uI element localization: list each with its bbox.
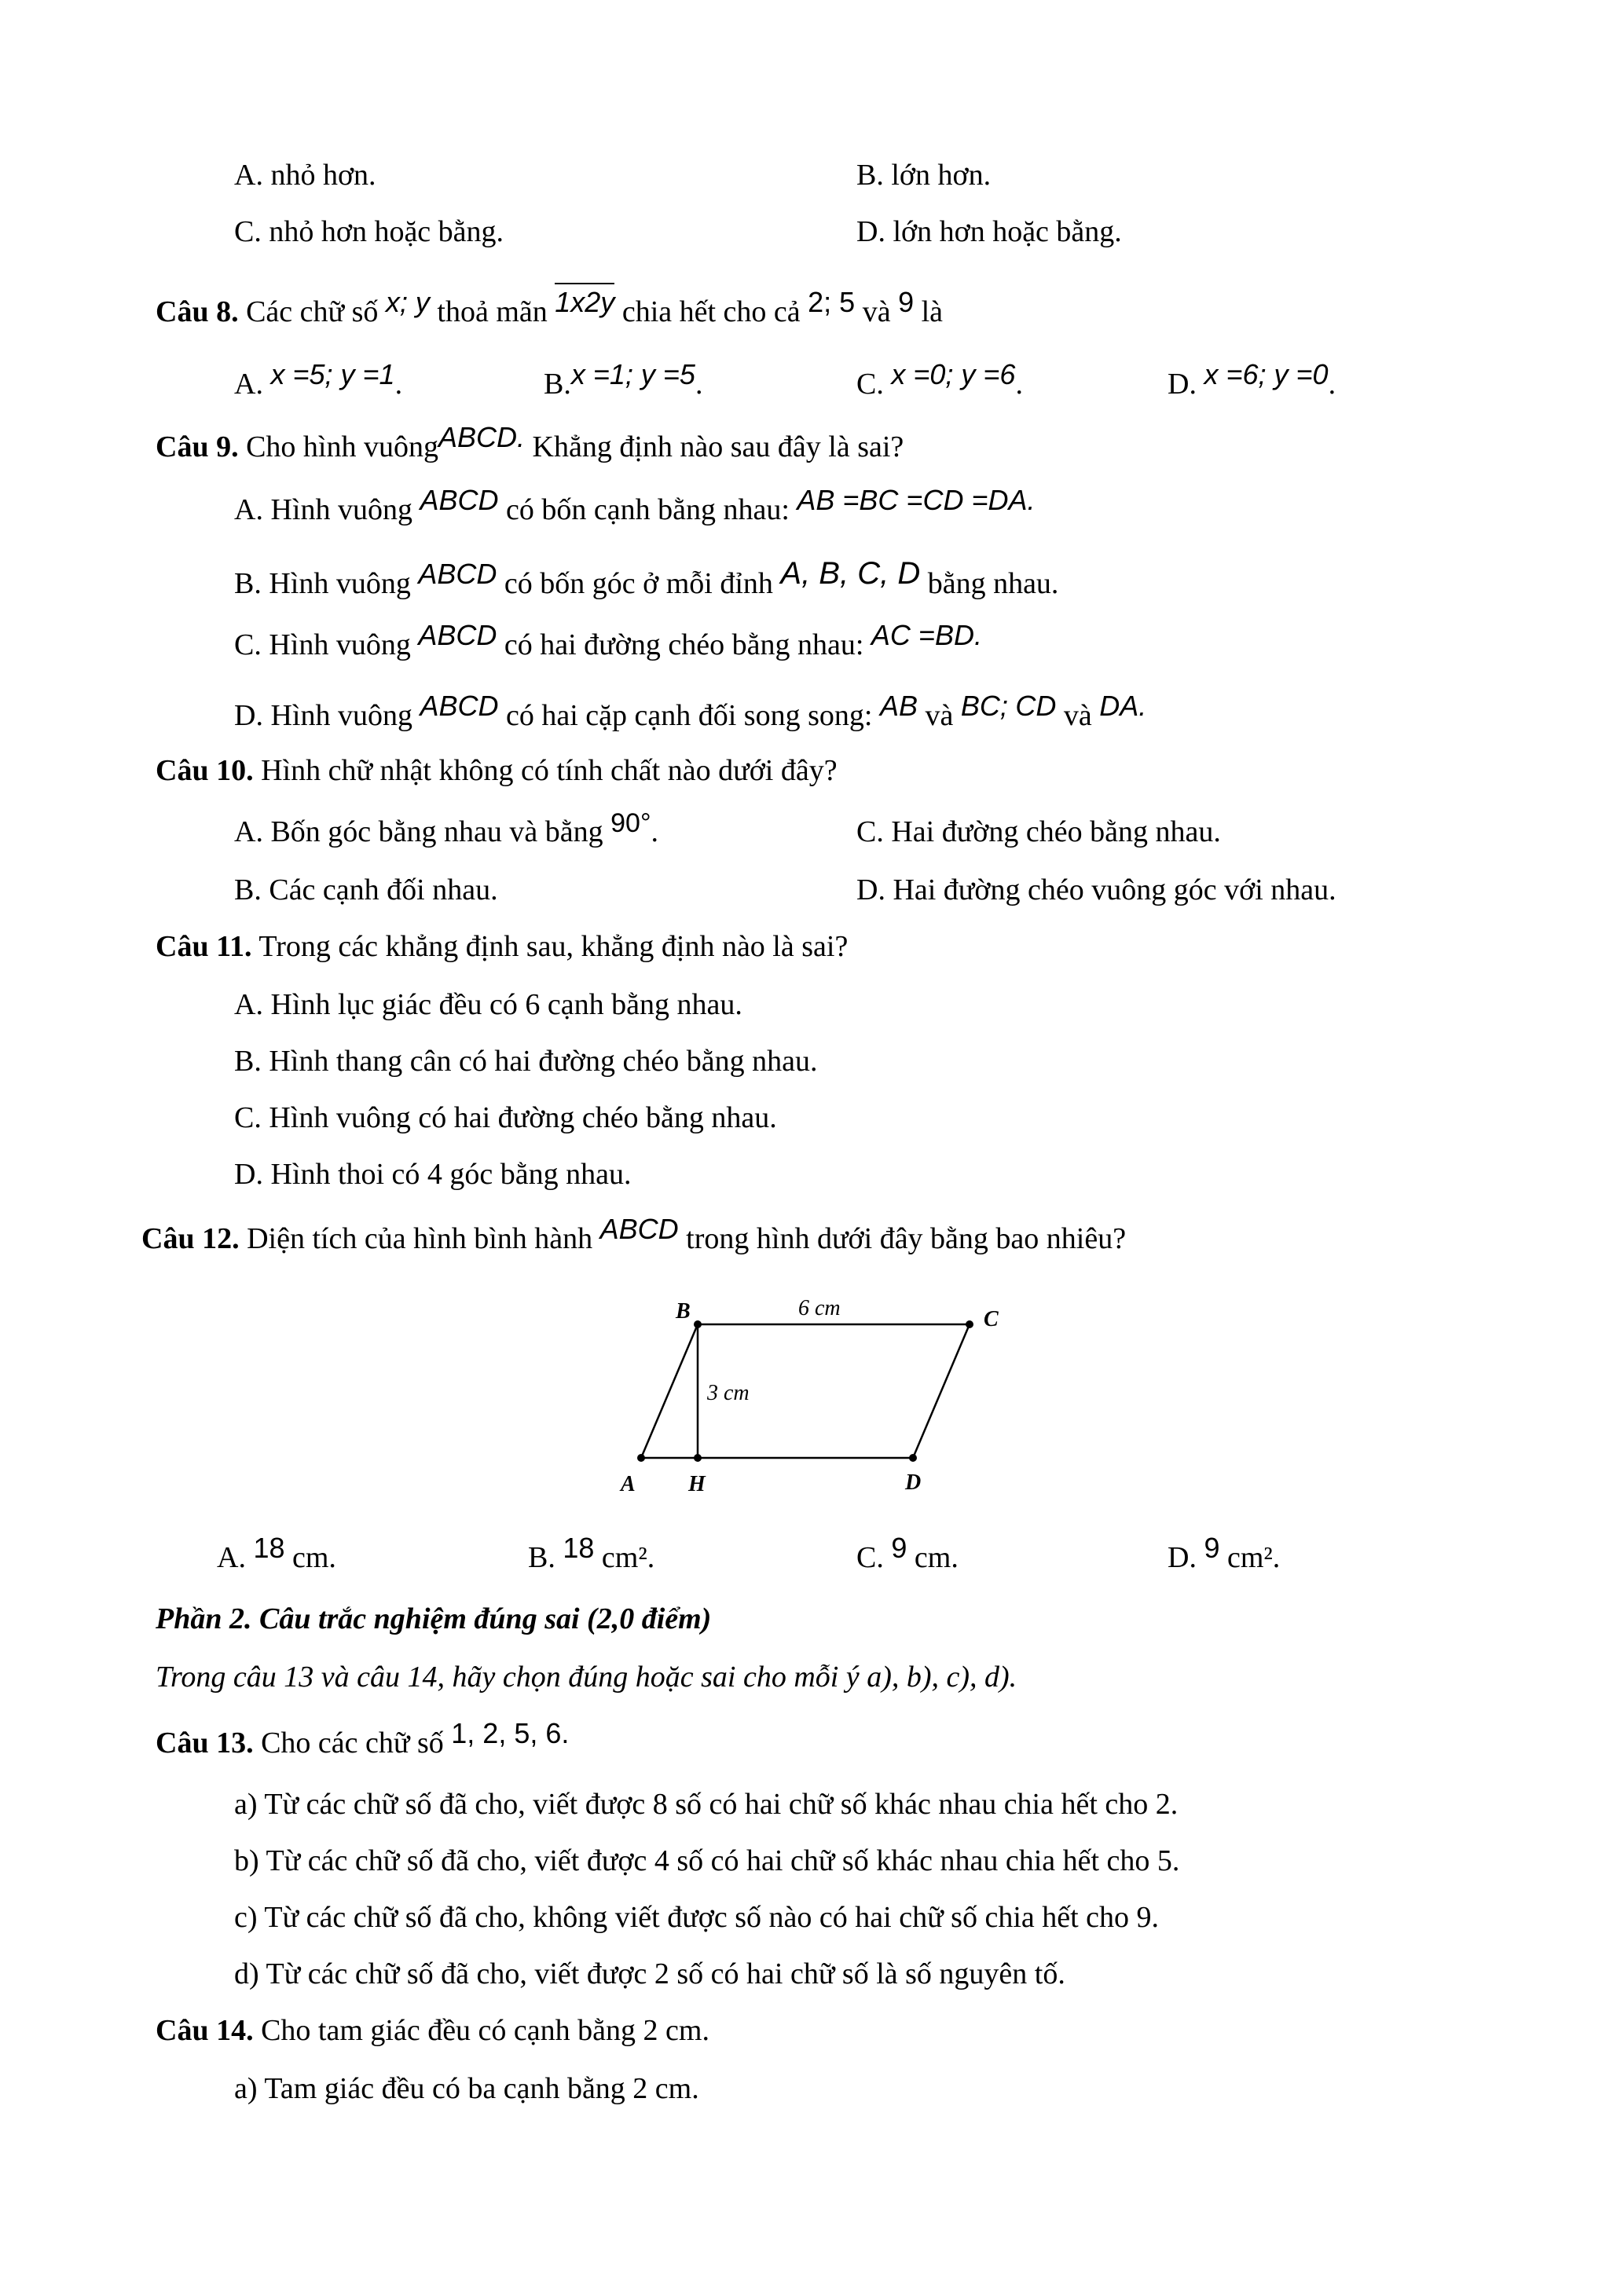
q9-option-d: D. Hình vuông ABCD có hai cặp cạnh đối song song: AB và BC; CD và DA.	[234, 690, 1147, 732]
question-11: Câu 11. Trong các khẳng định sau, khẳng định nào là sai?	[156, 930, 849, 963]
question-14: Câu 14. Cho tam giác đều có cạnh bằng 2 cm.	[156, 2014, 709, 2047]
vertex-label-h: H	[688, 1472, 706, 1496]
q11-option-b: B. Hình thang cân có hai đường chéo bằng nhau.	[234, 1045, 818, 1078]
q8-option-c: C. x =0; y =6.	[856, 358, 1023, 401]
q8-option-b: B.x =1; y =5.	[544, 358, 703, 401]
question-label: Câu 13.	[156, 1727, 254, 1760]
question-label: Câu 10.	[156, 754, 254, 787]
question-label: Câu 8.	[156, 295, 239, 328]
part2-heading: Phần 2. Câu trắc nghiệm đúng sai (2,0 điểm)	[156, 1602, 712, 1635]
q7-option-a: A. nhỏ hơn.	[234, 159, 376, 192]
q11-option-d: D. Hình thoi có 4 góc bằng nhau.	[234, 1158, 632, 1191]
question-label: Câu 12.	[141, 1222, 240, 1255]
vertex-label-b: B	[676, 1299, 691, 1324]
q7-option-b: B. lớn hơn.	[856, 159, 992, 192]
q7-option-c: C. nhỏ hơn hoặc bằng.	[234, 215, 504, 248]
q12-option-c: C. 9 cm.	[856, 1532, 959, 1574]
q11-option-a: A. Hình lục giác đều có 6 cạnh bằng nhau.	[234, 988, 742, 1021]
q13-item-b: b) Từ các chữ số đã cho, viết được 4 số có hai chữ số khác nhau chia hết cho 5.	[234, 1844, 1180, 1877]
q12-option-a: A. 18 cm.	[217, 1532, 336, 1574]
q10-option-b: B. Các cạnh đối nhau.	[234, 873, 498, 906]
q9-option-a: A. Hình vuông ABCD có bốn cạnh bằng nhau: AB =BC =CD =DA.	[234, 484, 1036, 526]
q10-option-a: A. Bốn góc bằng nhau và bằng 90°.	[234, 808, 659, 848]
question-10: Câu 10. Hình chữ nhật không có tính chất nào dưới đây?	[156, 754, 838, 787]
q11-option-c: C. Hình vuông có hai đường chéo bằng nhau.	[234, 1101, 777, 1134]
q14-item-a: a) Tam giác đều có ba cạnh bằng 2 cm.	[234, 2072, 699, 2105]
height-length-label: 3 cm	[707, 1381, 750, 1405]
parallelogram-shape	[641, 1324, 970, 1458]
math-expr: 2; 5	[808, 286, 856, 318]
vertex-dots	[637, 1320, 973, 1462]
vertex-label-d: D	[905, 1470, 922, 1495]
q13-item-d: d) Từ các chữ số đã cho, viết được 2 số có hai chữ số là số nguyên tố.	[234, 1957, 1065, 1990]
math-expr: 9	[898, 286, 915, 318]
q8-option-d: D. x =6; y =0.	[1168, 358, 1336, 401]
question-12: Câu 12. Diện tích của hình bình hành ABCD trong hình dưới đây bằng bao nhiêu?	[141, 1213, 1127, 1255]
q12-option-d: D. 9 cm².	[1168, 1532, 1281, 1574]
q13-item-c: c) Từ các chữ số đã cho, không viết được số nào có hai chữ số chia hết cho 9.	[234, 1901, 1160, 1934]
part2-instructions: Trong câu 13 và câu 14, hãy chọn đúng hoặc sai cho mỗi ý a), b), c), d).	[156, 1661, 1017, 1694]
question-label: Câu 14.	[156, 2014, 254, 2047]
vertex-label-c: C	[984, 1307, 999, 1331]
question-13: Câu 13. Cho các chữ số 1, 2, 5, 6.	[156, 1717, 570, 1760]
parallelogram-figure	[597, 1280, 1021, 1500]
q7-option-d: D. lớn hơn hoặc bằng.	[856, 215, 1122, 248]
q13-item-a: a) Từ các chữ số đã cho, viết được 8 số có hai chữ số khác nhau chia hết cho 2.	[234, 1788, 1179, 1821]
math-number-overline: 1x2y	[555, 283, 614, 318]
q8-option-a: A. x =5; y =1.	[234, 358, 403, 401]
q9-option-c: C. Hình vuông ABCD có hai đường chéo bằng nhau: AC =BD.	[234, 619, 982, 661]
side-length-label: 6 cm	[798, 1296, 841, 1320]
question-9: Câu 9. Cho hình vuôngABCD. Khẳng định nào sau đây là sai?	[156, 421, 904, 463]
math-expr: x; y	[385, 286, 430, 318]
question-label: Câu 11.	[156, 930, 252, 963]
q12-option-b: B. 18 cm².	[528, 1532, 655, 1574]
vertex-label-a: A	[621, 1472, 636, 1496]
q9-option-b: B. Hình vuông ABCD có bốn góc ở mỗi đỉnh A, B, C, D bằng nhau.	[234, 556, 1059, 600]
q10-option-c: C. Hai đường chéo bằng nhau.	[856, 815, 1221, 848]
question-8: Câu 8. Các chữ số x; y thoả mãn 1x2y chia hết cho cả 2; 5 và 9 là	[156, 297, 943, 327]
question-label: Câu 9.	[156, 430, 239, 463]
q10-option-d: D. Hai đường chéo vuông góc với nhau.	[856, 873, 1336, 906]
